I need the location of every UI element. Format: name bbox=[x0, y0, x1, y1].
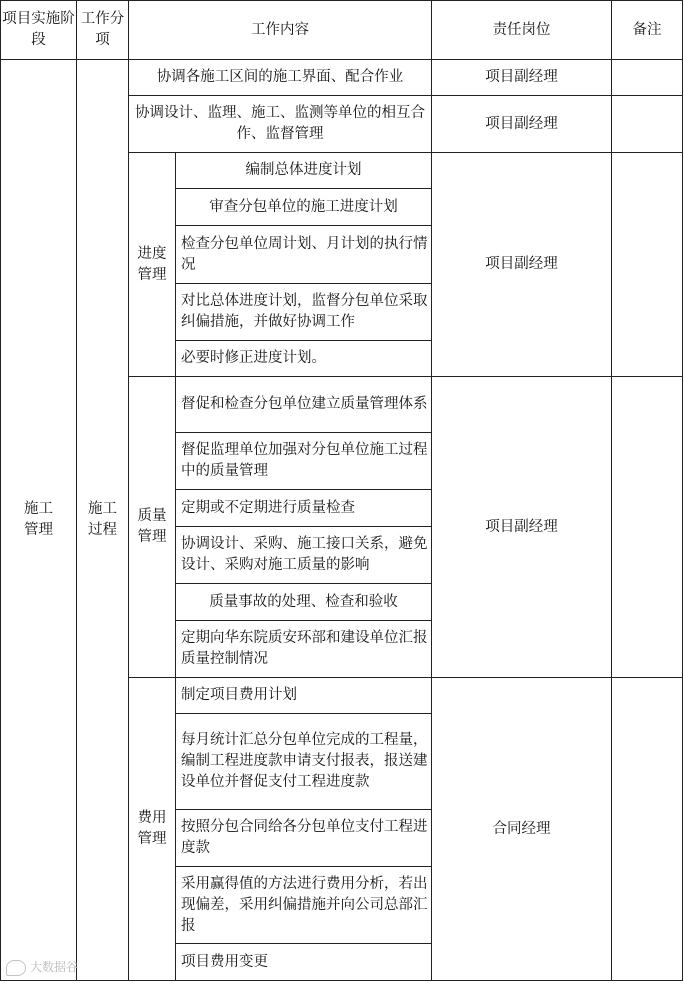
role-cell: 项目副经理 bbox=[432, 96, 612, 153]
content-cell: 采用赢得值的方法进行费用分析，若出现偏差，采用纠偏措施并向公司总部汇报 bbox=[176, 867, 432, 944]
remarks-cell bbox=[612, 678, 683, 981]
watermark bbox=[6, 958, 78, 976]
group-cell-quality bbox=[129, 377, 176, 678]
remarks-cell bbox=[612, 96, 683, 153]
content-cell: 编制总体进度计划 bbox=[176, 153, 432, 189]
content-cell: 项目费用变更 bbox=[176, 944, 432, 981]
content-cell: 质量事故的处理、检查和验收 bbox=[176, 584, 432, 621]
content-cell: 检查分包单位周计划、月计划的执行情况 bbox=[176, 226, 432, 284]
header-remarks: 备注 bbox=[612, 1, 683, 60]
group-cell-progress bbox=[129, 153, 176, 377]
group-label: 质量管理 bbox=[137, 508, 167, 545]
header-row bbox=[1, 1, 683, 60]
content-cell: 定期或不定期进行质量检查 bbox=[176, 490, 432, 527]
content-cell: 按照分包合同给各分包单位支付工程进度款 bbox=[176, 810, 432, 867]
watermark-text: 大数据谷 bbox=[30, 960, 79, 974]
content-cell: 督促监理单位加强对分包单位施工过程中的质量管理 bbox=[176, 433, 432, 490]
sub-item-label: 施工过程 bbox=[87, 501, 117, 538]
group-label: 进度管理 bbox=[137, 245, 167, 283]
content-cell: 制定项目费用计划 bbox=[176, 678, 432, 714]
content-cell: 督促和检查分包单位建立质量管理体系 bbox=[176, 377, 432, 433]
group-cell-cost bbox=[129, 678, 176, 981]
remarks-cell bbox=[612, 60, 683, 96]
header-sub-item: 工作分项 bbox=[77, 1, 129, 60]
stage-label: 施工管理 bbox=[23, 501, 53, 538]
role-cell: 项目副经理 bbox=[432, 60, 612, 96]
remarks-cell bbox=[612, 153, 683, 377]
content-cell: 审查分包单位的施工进度计划 bbox=[176, 189, 432, 226]
chat-bubble-icon bbox=[6, 960, 26, 976]
header-work-content: 工作内容 bbox=[129, 1, 432, 60]
stage-cell bbox=[1, 60, 77, 981]
role-cell: 项目副经理 bbox=[432, 377, 612, 678]
role-cell: 项目副经理 bbox=[432, 153, 612, 377]
role-cell: 合同经理 bbox=[432, 678, 612, 981]
content-cell: 定期向华东院质安环部和建设单位汇报质量控制情况 bbox=[176, 621, 432, 678]
content-cell: 协调各施工区间的施工界面、配合作业 bbox=[129, 60, 432, 96]
content-cell: 每月统计汇总分包单位完成的工程量，编制工程进度款申请支付报表，报送建设单位并督促支付工程进度款 bbox=[176, 714, 432, 810]
group-label: 费用管理 bbox=[137, 810, 167, 847]
remarks-cell bbox=[612, 377, 683, 678]
header-stage: 项目实施阶段 bbox=[1, 1, 77, 60]
content-cell: 对比总体进度计划，监督分包单位采取纠偏措施，并做好协调工作 bbox=[176, 284, 432, 341]
table-row bbox=[1, 60, 683, 96]
content-cell: 协调设计、监理、施工、监测等单位的相互合作、监督管理 bbox=[129, 96, 432, 153]
header-responsible-role: 责任岗位 bbox=[432, 1, 612, 60]
sub-item-cell bbox=[77, 60, 129, 981]
content-cell: 必要时修正进度计划。 bbox=[176, 341, 432, 377]
content-cell: 协调设计、采购、施工接口关系，避免设计、采购对施工质量的影响 bbox=[176, 527, 432, 584]
